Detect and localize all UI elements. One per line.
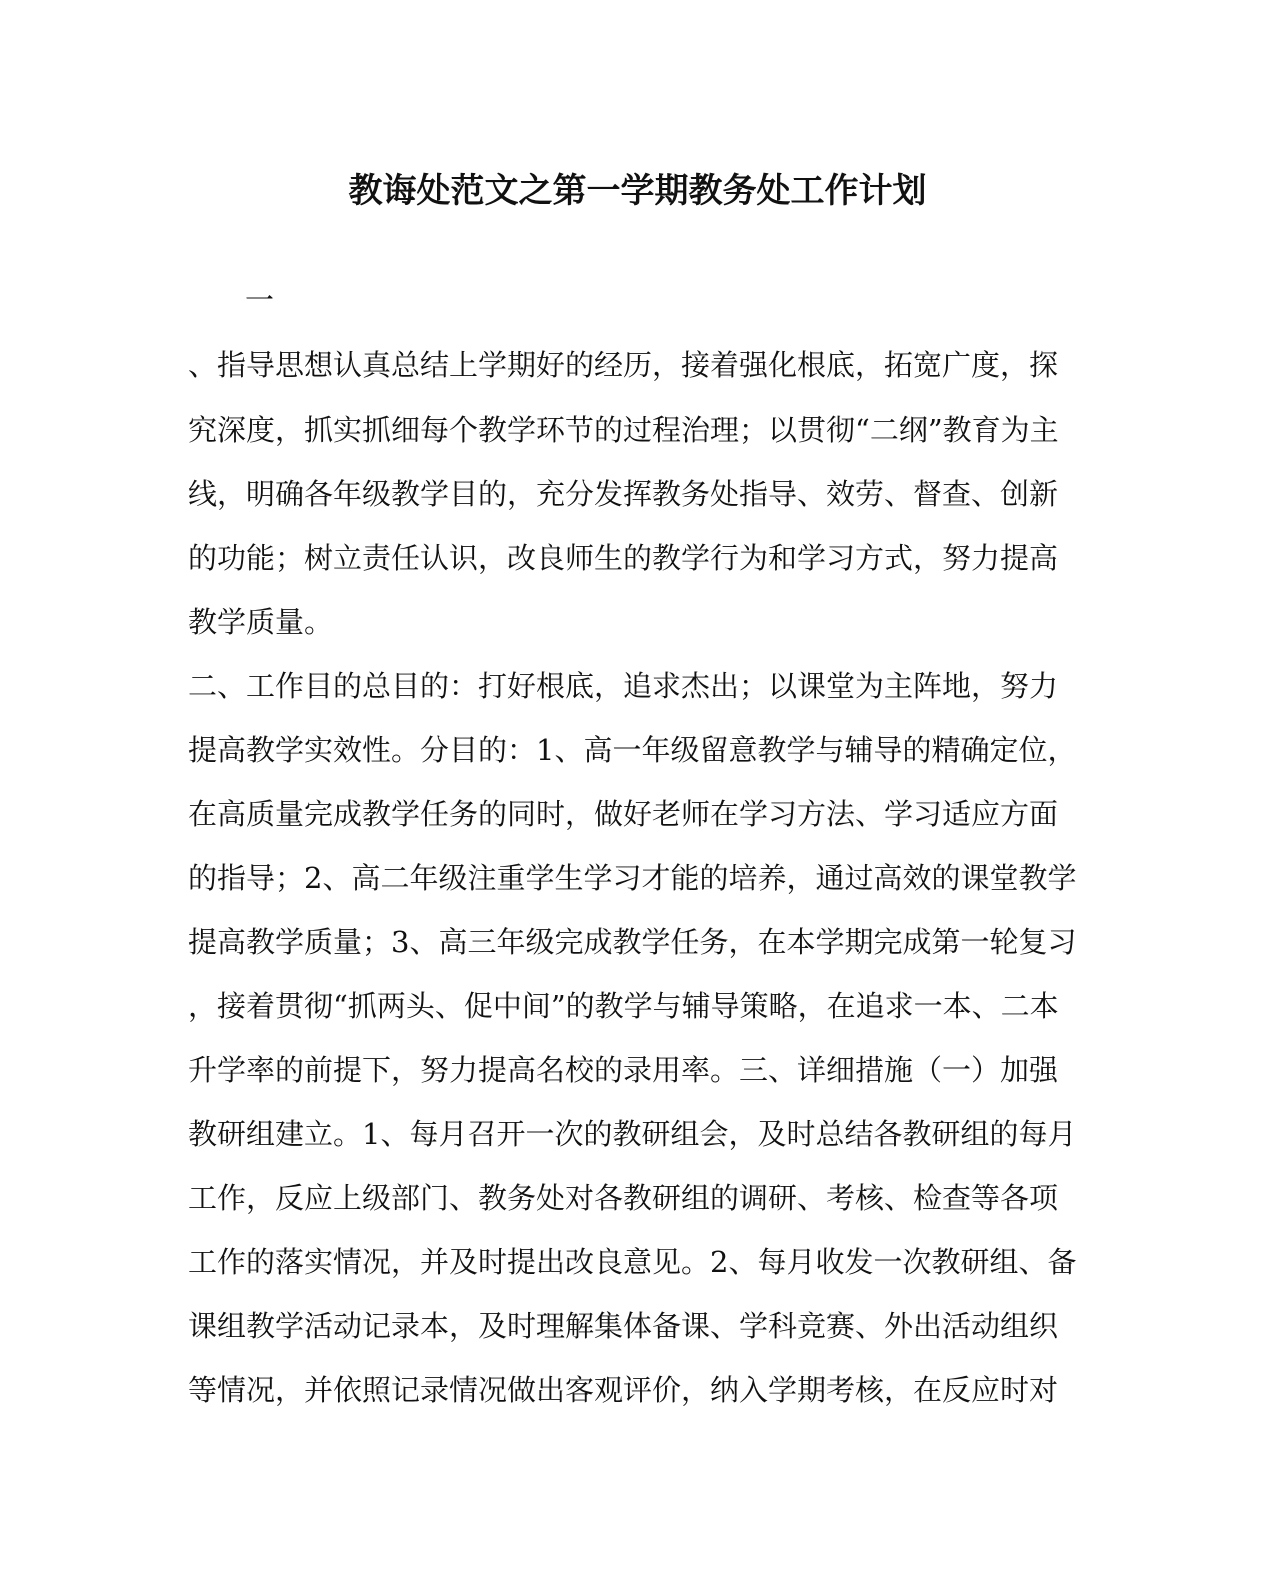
paragraph-line: 线，明确各年级教学目的，充分发挥教务处指导、效劳、督查、创新 xyxy=(188,477,1059,511)
paragraph-line: 提高教学实效性。分目的：1、高一年级留意教学与辅导的精确定位， xyxy=(188,733,1077,767)
paragraph-line: 二、工作目的总目的：打好根底，追求杰出；以课堂为主阵地，努力 xyxy=(188,669,1059,703)
paragraph-line: 教研组建立。1、每月召开一次的教研组会，及时总结各教研组的每月 xyxy=(188,1117,1077,1151)
paragraph-line: 在高质量完成教学任务的同时，做好老师在学习方法、学习适应方面 xyxy=(188,797,1059,831)
paragraph-line: ，接着贯彻“抓两头、促中间”的教学与辅导策略，在追求一本、二本 xyxy=(188,989,1059,1023)
paragraph-line: 的功能；树立责任认识，改良师生的教学行为和学习方式，努力提高 xyxy=(188,541,1059,575)
paragraph-line: 工作的落实情况，并及时提出改良意见。2、每月收发一次教研组、备 xyxy=(188,1245,1077,1279)
paragraph-line: 工作，反应上级部门、教务处对各教研组的调研、考核、检查等各项 xyxy=(188,1181,1059,1215)
paragraph-line: 课组教学活动记录本，及时理解集体备课、学科竞赛、外出活动组织 xyxy=(188,1309,1059,1343)
paragraph-line: 的指导；2、高二年级注重学生学习才能的培养，通过高效的课堂教学 xyxy=(188,861,1077,895)
paragraph-line: 一 xyxy=(245,283,275,317)
paragraph-line: 提高教学质量；3、高三年级完成教学任务，在本学期完成第一轮复习 xyxy=(188,925,1077,959)
paragraph-line: 等情况，并依照记录情况做出客观评价，纳入学期考核，在反应时对 xyxy=(188,1373,1059,1407)
paragraph-line: 、指导思想认真总结上学期好的经历，接着强化根底，拓宽广度，探 xyxy=(188,348,1059,382)
paragraph-line: 究深度，抓实抓细每个教学环节的过程治理；以贯彻“二纲”教育为主 xyxy=(188,413,1059,447)
document-title: 教诲处范文之第一学期教务处工作计划 xyxy=(348,171,927,211)
paragraph-line: 升学率的前提下，努力提高名校的录用率。三、详细措施（一）加强 xyxy=(188,1053,1059,1087)
paragraph-line: 教学质量。 xyxy=(188,605,334,639)
